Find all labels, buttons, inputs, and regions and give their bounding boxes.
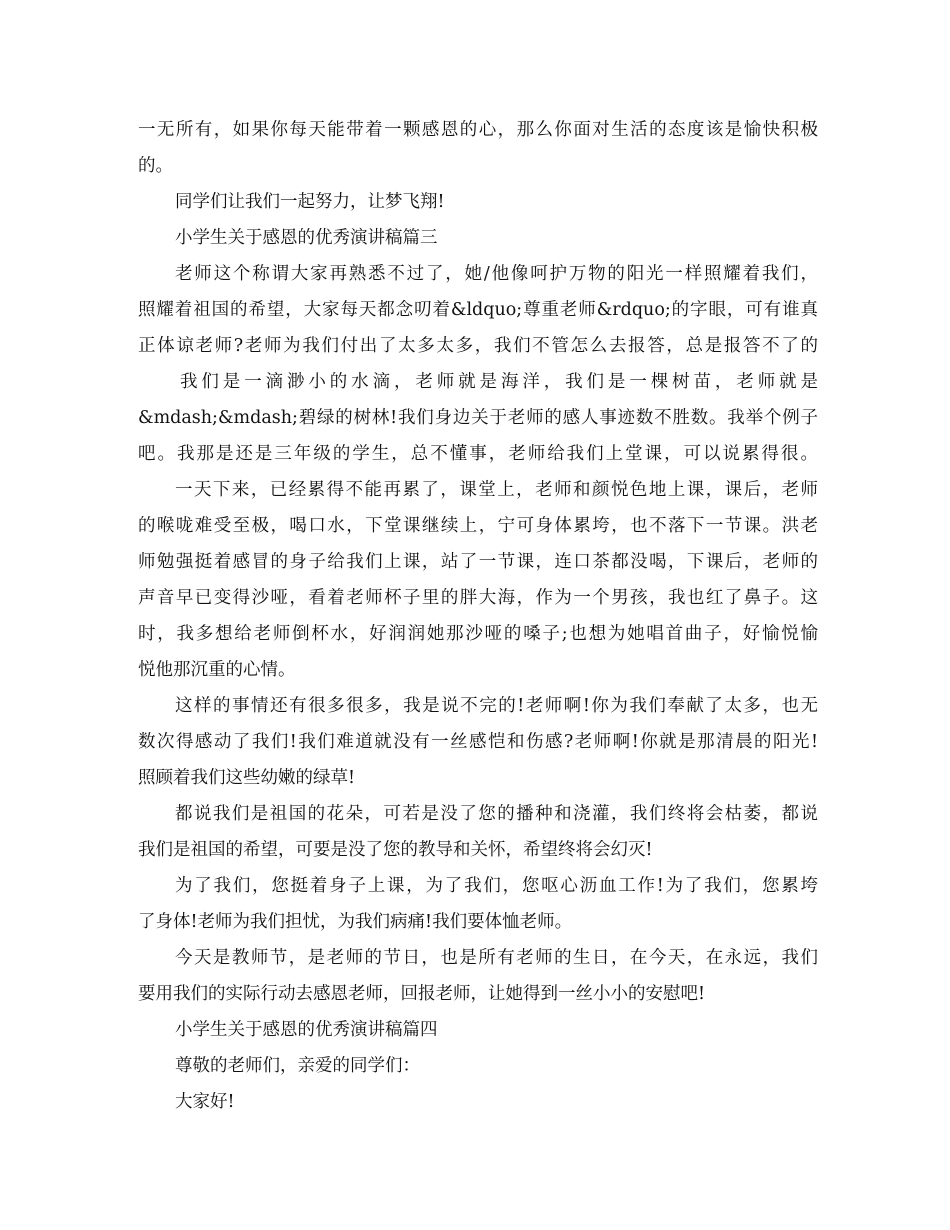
text-line: 同学们让我们一起努力，让梦飞翔!: [175, 192, 445, 212]
text-line: 声音早已变得沙哑，看着老师杯子里的胖大海，作为一个男孩，我也红了鼻子。这: [138, 588, 818, 608]
text-line: 数次得感动了我们!我们难道就没有一丝感恺和伤感?老师啊!你就是那清晨的阳光!: [138, 732, 818, 752]
text-line: 今天是教师节，是老师的节日，也是所有老师的生日，在今天，在永远，我们: [175, 948, 818, 968]
section-heading: 小学生关于感恩的优秀演讲稿篇四: [175, 1020, 438, 1040]
text-line: 为了我们，您挺着身子上课，为了我们，您呕心沥血工作!为了我们，您累垮: [175, 876, 818, 896]
text-line: 尊敬的老师们，亲爱的同学们：: [175, 1056, 420, 1076]
text-line: 悦他那沉重的心情。: [138, 660, 296, 680]
text-line: 吧。我那是还是三年级的学生，总不懂事，老师给我们上堂课，可以说累得很。: [138, 444, 818, 464]
text-line: 要用我们的实际行动去感恩老师，回报老师，让她得到一丝小小的安慰吧!: [138, 984, 706, 1004]
text-line: 时，我多想给老师倒杯水，好润润她那沙哑的嗓子;也想为她唱首曲子，好愉悦愉: [138, 624, 818, 644]
text-line: 师勉强挺着感冒的身子给我们上课，站了一节课，连口茶都没喝，下课后，老师的: [138, 552, 818, 572]
text-line: 了身体!老师为我们担忧，为我们病痛!我们要体恤老师。: [138, 912, 573, 932]
text-line: 这样的事情还有很多很多，我是说不完的!老师啊!你为我们奉献了太多，也无: [175, 696, 818, 716]
text-line: 的喉咙难受至极，喝口水，下堂课继续上，宁可身体累垮，也不落下一节课。洪老: [138, 516, 818, 536]
text-line: 一天下来，已经累得不能再累了，课堂上，老师和颜悦色地上课，课后，老师: [175, 480, 818, 500]
text-line: 大家好!: [175, 1092, 235, 1112]
text-line: 我们是祖国的希望，可要是没了您的教导和关怀，希望终将会幻灭!: [138, 840, 653, 860]
text-line: &mdash;&mdash;碧绿的树林!我们身边关于老师的感人事迹数不胜数。我举个例子: [138, 408, 818, 428]
text-line: 照顾着我们这些幼嫩的绿草!: [138, 768, 356, 788]
text-line: 我们是一滴渺小的水滴，老师就是海洋，我们是一棵树苗，老师就是: [180, 372, 818, 392]
section-heading: 小学生关于感恩的优秀演讲稿篇三: [175, 228, 438, 248]
text-line: 一无所有，如果你每天能带着一颗感恩的心，那么你面对生活的态度该是愉快积极: [138, 120, 818, 140]
text-line: 都说我们是祖国的花朵，可若是没了您的播种和浇灌，我们终将会枯萎，都说: [175, 804, 818, 824]
text-line: 老师这个称谓大家再熟悉不过了，她/他像呵护万物的阳光一样照耀着我们，: [175, 264, 818, 284]
text-line: 正体谅老师?老师为我们付出了太多太多，我们不管怎么去报答，总是报答不了的: [138, 336, 818, 356]
text-line: 照耀着祖国的希望，大家每天都念叨着&ldquo;尊重老师&rdquo;的字眼，可有谁真: [138, 300, 818, 320]
text-line: 的。: [138, 156, 173, 176]
